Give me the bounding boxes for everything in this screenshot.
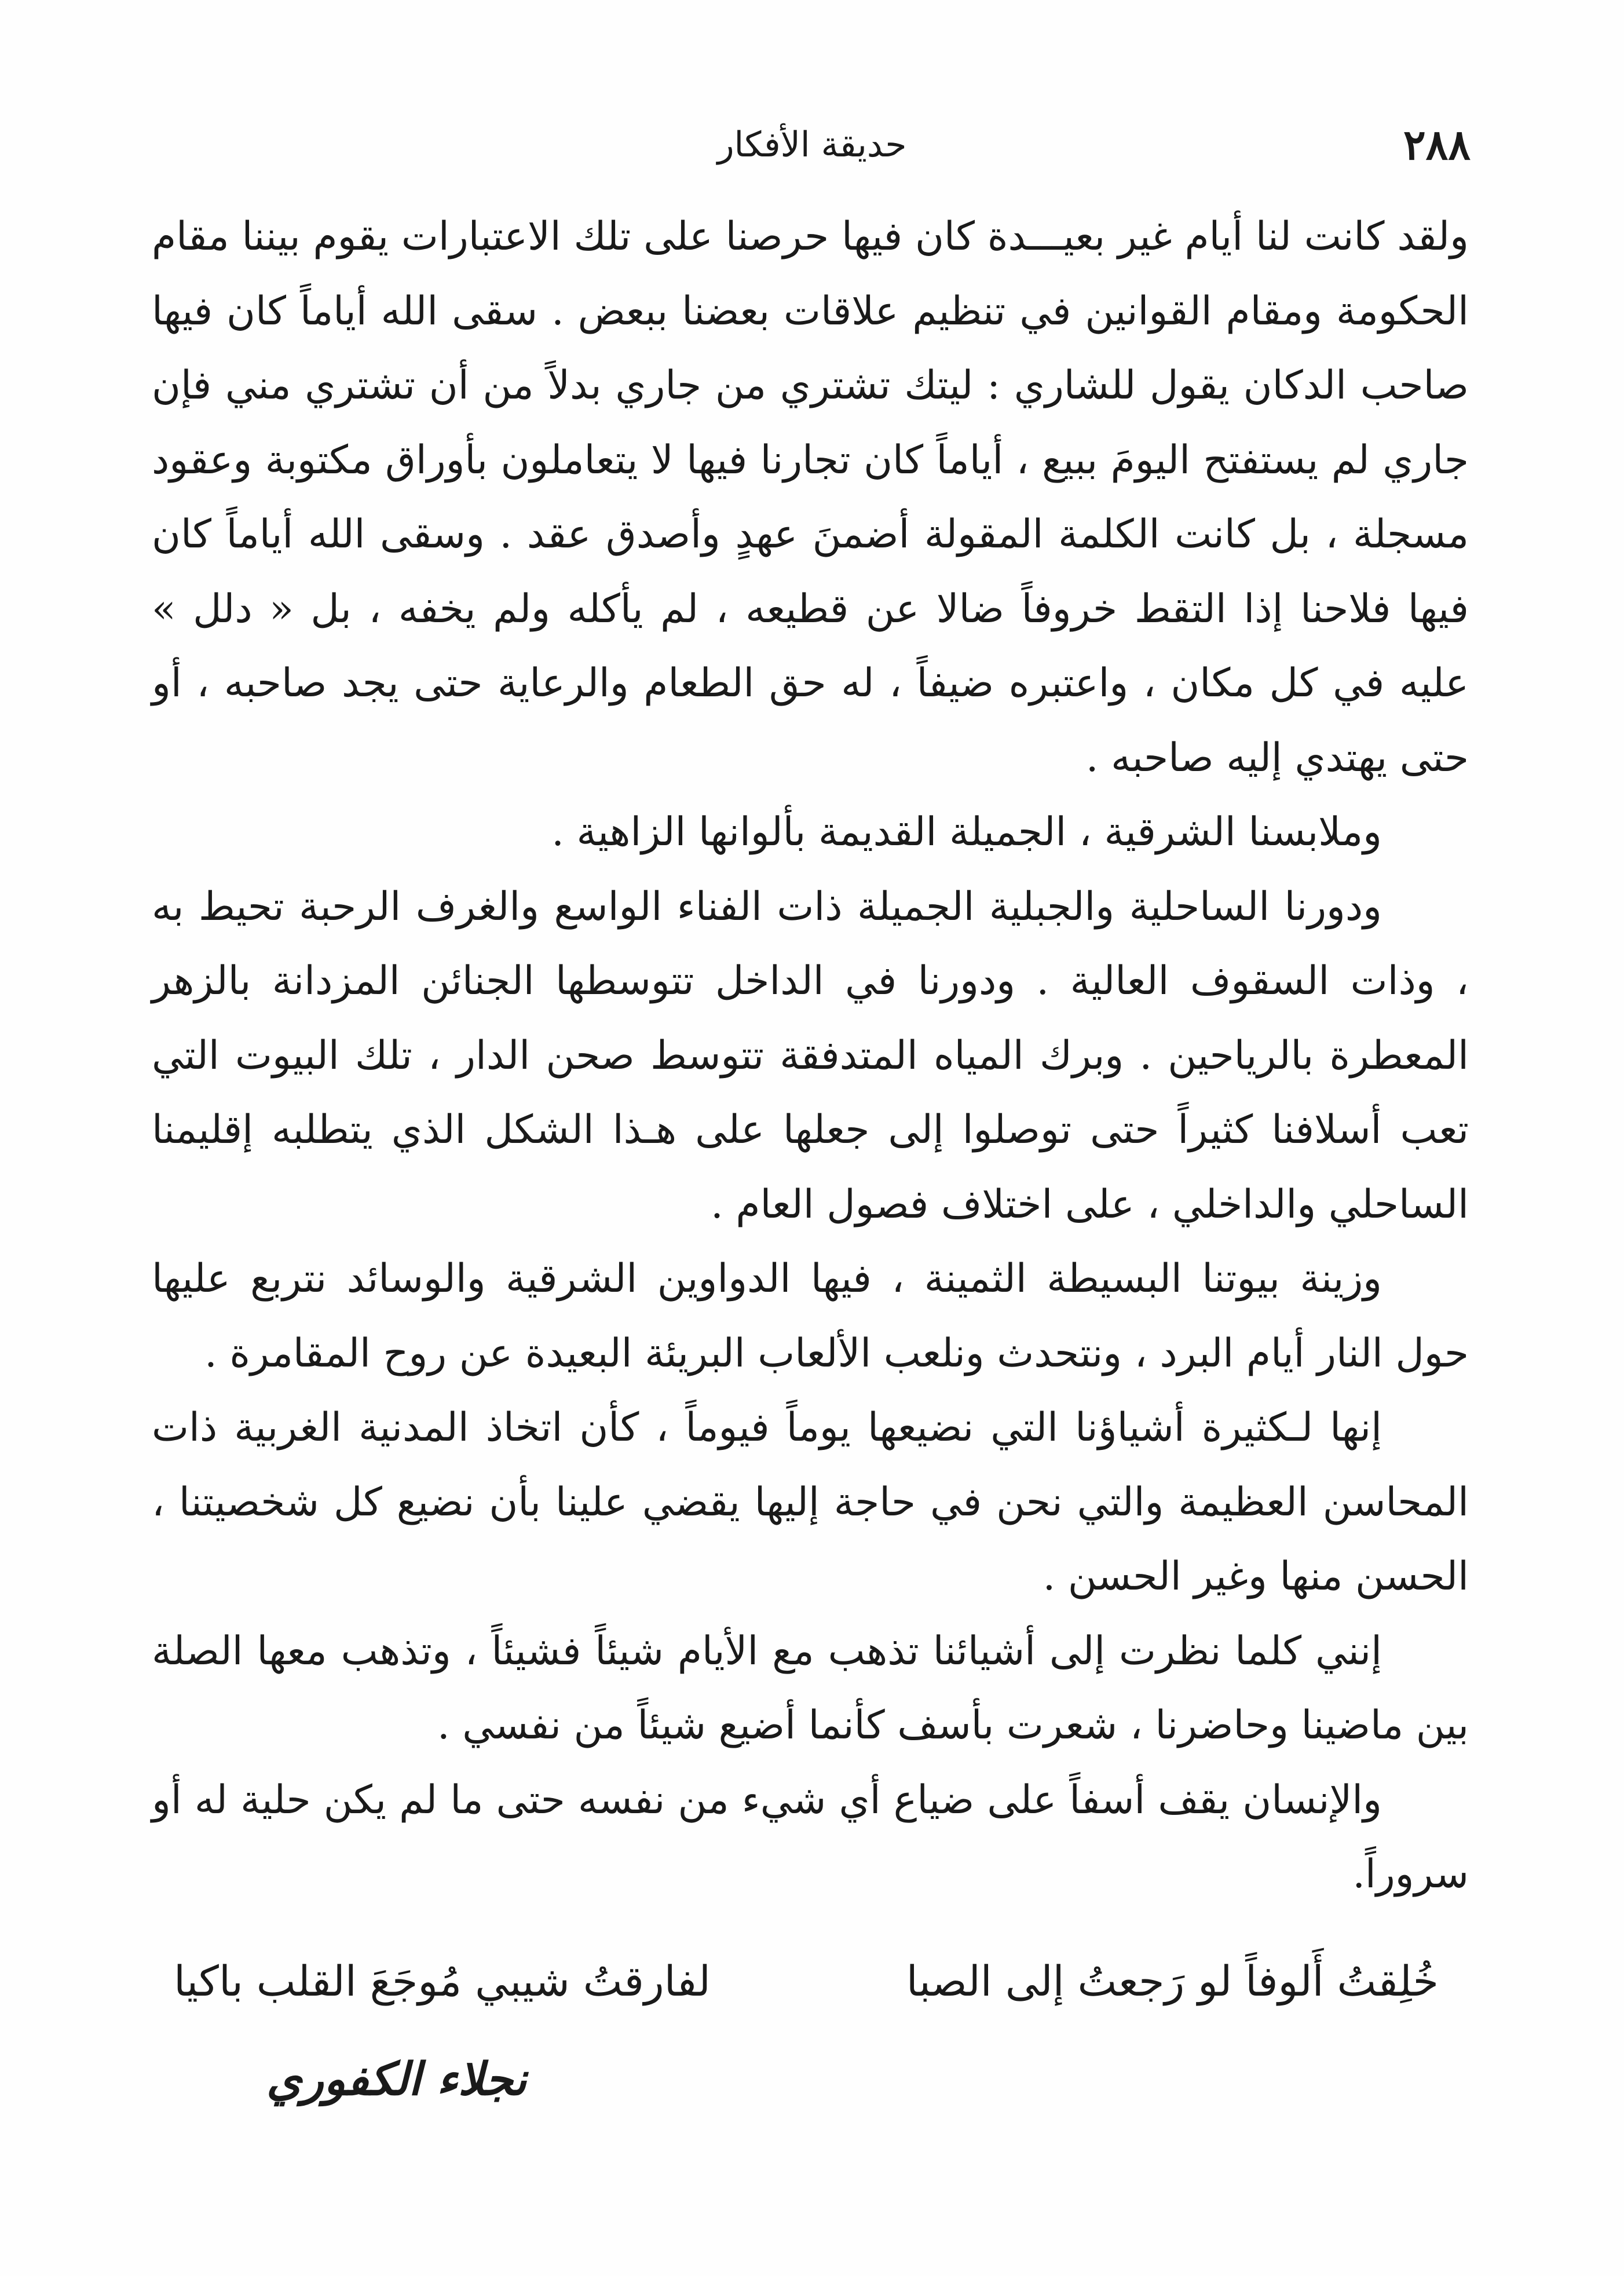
paragraph: والإنسان يقف أسفاً على ضياع أي شيء من نفسه حتى ما لم يكن حلية له أو سروراً. bbox=[152, 1777, 1469, 1897]
paragraph: وملابسنا الشرقية ، الجميلة القديمة بألوانها الزاهية . bbox=[551, 809, 1382, 855]
author-signature: نجلاء الكفوري bbox=[266, 2053, 527, 2106]
paragraph: ودورنا الساحلية والجبلية الجميلة ذات الفناء الواسع والغرف الرحبة تحيط به ، وذات السقوف العالية . ودورنا في الداخل تتوسطها الجنائن المزدانة بالزهر المعطرة بالرياحين . وبرك المياه المتدفقة تتوسط صحن الدار ، تلك البيوت التي تعب أسلافنا كثيراً حتى توصلوا إلى جعلها على هـذا الشكل الذي يتطلبه إقليمنا الساحلي والداخلي ، على اختلاف فصول العام . bbox=[152, 883, 1469, 1227]
paragraph: إنها لـكثيرة أشياؤنا التي نضيعها يوماً فيوماً ، كأن اتخاذ المدنية الغربية ذات المحاسن العظيمة والتي نحن في حاجة إليها يقضي علينا بأن نضيع كل شخصيتنا ، الحسن منها وغير الحسن . bbox=[152, 1405, 1469, 1599]
page-number: ٢٨٨ bbox=[1403, 120, 1471, 169]
verse-second-hemistich: لفارقتُ شيبي مُوجَعَ القلب باكيا bbox=[174, 1957, 711, 2005]
poem-verse bbox=[174, 1943, 1439, 2019]
page-header bbox=[153, 113, 1471, 177]
verse-first-hemistich: خُلِقتُ أَلوفاً لو رَجعتُ إلى الصبا bbox=[906, 1957, 1439, 2005]
paragraph: إنني كلما نظرت إلى أشيائنا تذهب مع الأيام شيئاً فشيئاً ، وتذهب معها الصلة بين ماضينا وحاضرنا ، شعرت بأسف كأنما أضيع شيئاً من نفسي . bbox=[152, 1628, 1469, 1748]
running-title: حديقة الأفكار bbox=[717, 125, 907, 165]
paragraph: وزينة بيوتنا البسيطة الثمينة ، فيها الدواوين الشرقية والوسائد نتربع عليها حول النار أيام البرد ، ونتحدث ونلعب الألعاب البريئة البعيدة عن روح المقامرة . bbox=[152, 1256, 1469, 1376]
body-text bbox=[152, 200, 1469, 1912]
paragraph: ولقد كانت لنا أيام غير بعيـــدة كان فيها حرصنا على تلك الاعتبارات يقوم بيننا مقام الحكومة ومقام القوانين في تنظيم علاقات بعضنا ببعض . سقى الله أياماً كان فيها صاحب الدكان يقول للشاري : ليتك تشتري من جاري بدلاً من أن تشتري مني فإن جاري لم يستفتح اليومَ ببيع ، أياماً كان تجارنا فيها لا يتعاملون بأوراق مكتوبة وعقود مسجلة ، بل كانت الكلمة المقولة أضمنَ عهدٍ وأصدق عقد . وسقى الله أياماً كان فيها فلاحنا إذا التقط خروفاً ضالا عن قطيعه ، لم يأكله ولم يخفه ، بل « دلل » عليه في كل مكان ، واعتبره ضيفاً ، له حق الطعام والرعاية حتى يجد صاحبه ، أو حتى يهتدي إليه صاحبه . bbox=[152, 214, 1469, 781]
